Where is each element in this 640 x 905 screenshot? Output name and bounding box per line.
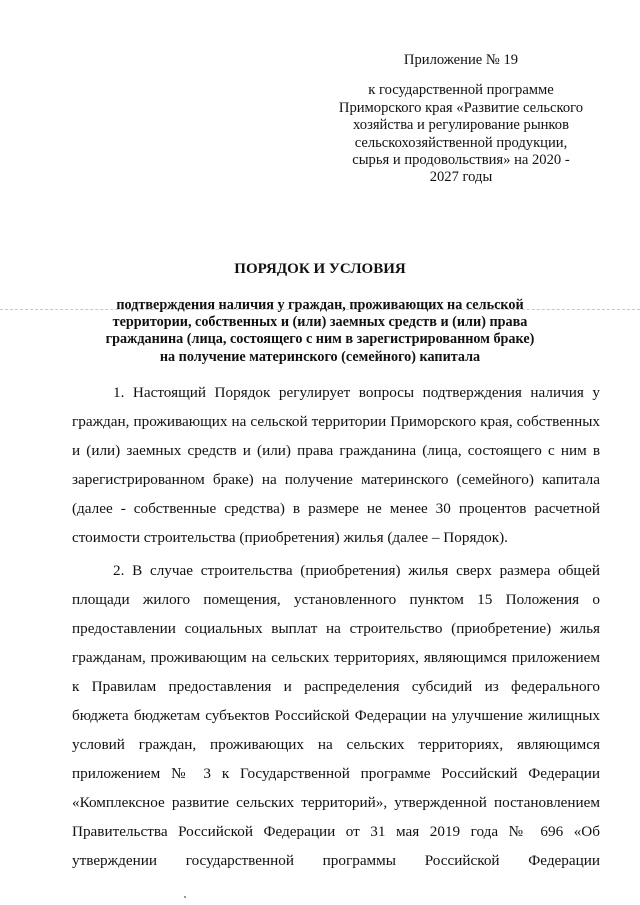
scan-speck (184, 896, 186, 898)
subtitle-line: подтверждения наличия у граждан, проживающих на сельской (116, 297, 524, 313)
paragraph-2-line: бюджета бюджетам субъектов Российской Федерации на улучшение жилищных (72, 707, 600, 724)
appendix-line: Приморского края «Развитие сельского (338, 99, 584, 116)
paragraph-2-line: площади жилого помещения, установленного пунктом 15 Положения о (72, 591, 600, 608)
document-title: ПОРЯДОК И УСЛОВИЯ (234, 261, 406, 277)
paragraph-2-line: «Комплексное развитие сельских территорий», утвержденной постановлением (72, 794, 600, 811)
appendix-line: к государственной программе (368, 82, 554, 99)
paragraph-1-line: граждан, проживающих на сельской территории Приморского края, собственных (72, 413, 600, 430)
paragraph-2-line: гражданам, проживающим на сельских территориях, являющимся приложением (72, 649, 600, 666)
paragraph-1-line: 1. Настоящий Порядок регулирует вопросы подтверждения наличия у (113, 384, 600, 401)
subtitle-line: территории, собственных и (или) заемных средств и (или) права (112, 314, 528, 331)
appendix-line: сырья и продовольствия» на 2020 - (352, 152, 570, 169)
subtitle-line: на получение материнского (семейного) капитала (159, 348, 481, 365)
paragraph-2-line: приложением № 3 к Государственной программе Российский Федерации (72, 765, 600, 782)
appendix-header (330, 52, 592, 187)
paragraph-1-line: (далее - собственные средства) в размере не менее 30 процентов расчетной (72, 500, 600, 517)
paragraph-2-line: к Правилам предоставления и распределения субсидий из федерального (72, 678, 600, 695)
appendix-line: 2027 годы (429, 169, 493, 186)
subtitle-line: гражданина (лица, состоящего с ним в зарегистрированном браке) (105, 331, 535, 348)
paragraph-2-line: условий граждан, проживающих на сельских территориях, являющимся (72, 736, 600, 753)
paragraph-1-line: зарегистрированном браке) на получение материнского (семейного) капитала (72, 471, 600, 488)
paragraph-2-line: утверждении государственной программы Российской Федерации (72, 852, 600, 869)
paragraph-2-line: 2. В случае строительства (приобретения) жилья сверх размера общей (113, 562, 600, 579)
document-subtitle (80, 297, 560, 366)
paragraph-1-line: стоимости строительства (приобретения) жилья (далее – Порядок). (72, 529, 508, 546)
paragraph-1-line: и (или) заемных средств и (или) права гражданина (лица, состоящего с ним в (72, 442, 600, 459)
paragraph-2-line: Правительства Российской Федерации от 31 мая 2019 года № 696 «Об (72, 823, 600, 840)
paragraph-2-line: предоставлении социальных выплат на строительство (приобретение) жилья (72, 620, 600, 637)
appendix-line: сельскохозяйственной продукции, (354, 134, 568, 151)
appendix-number: Приложение № 19 (403, 52, 519, 68)
appendix-line: хозяйства и регулирование рынков (353, 117, 569, 134)
